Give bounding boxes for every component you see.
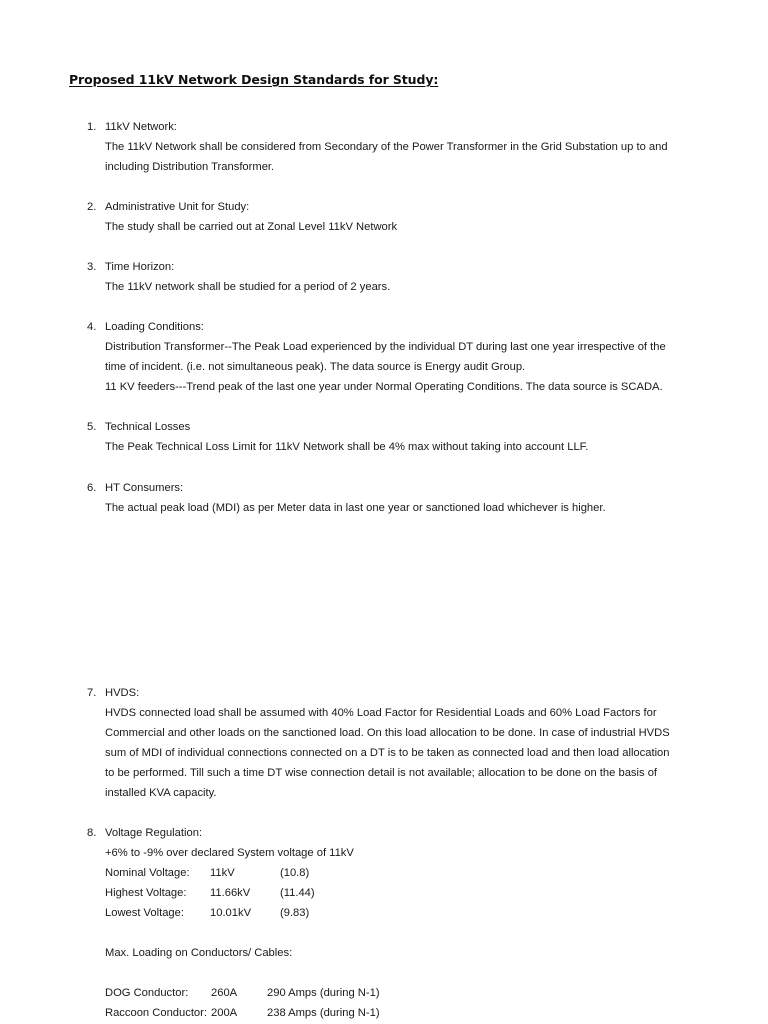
spacer [105,963,705,983]
item-text: The 11kV Network shall be considered from Secondary of the Power Transformer in the Grid Substation up to and [105,141,668,153]
voltage-label: Lowest Voltage: [105,907,184,919]
voltage-row [105,863,705,883]
item-number: 8. [87,827,97,839]
conductor-alt-value: 238 Amps (during N-1) [267,1007,380,1019]
item-number: 2. [87,201,97,213]
conductor-row [105,983,705,1003]
voltage-value: 11kV [210,867,235,879]
item-number: 4. [87,321,97,333]
voltage-alt-value: (10.8) [280,867,310,879]
voltage-alt-value: (9.83) [280,907,310,919]
item-text: to be performed. Till such a time DT wise connection detail is not available; allocation to be done on the basis of [105,767,658,779]
conductor-row [105,1003,705,1023]
item-number: 1. [87,121,97,133]
item-text: The Peak Technical Loss Limit for 11kV Network shall be 4% max without taking into account LLF. [105,441,589,453]
item-heading: Voltage Regulation: [105,827,203,839]
item-heading: Time Horizon: [105,261,175,273]
item-text: The 11kV network shall be studied for a period of 2 years. [105,281,391,293]
conductor-value: 200A [211,1007,238,1019]
voltage-value: 10.01kV [210,907,252,919]
item-heading: Loading Conditions: [105,321,204,333]
item-number: 5. [87,421,97,433]
item-heading: HVDS: [105,687,140,699]
item-heading: 11kV Network: [105,121,177,133]
item-text: +6% to -9% over declared System voltage of 11kV [105,847,354,859]
item-number: 7. [87,687,97,699]
voltage-value: 11.66kV [210,887,251,899]
item-text: The actual peak load (MDI) as per Meter data in last one year or sanctioned load whichever is higher. [105,502,606,514]
conductor-alt-value: 290 Amps (during N-1) [267,987,380,999]
item-text: including Distribution Transformer. [105,161,275,173]
item-text: sum of MDI of individual connections connected on a DT is to be taken as connected load and then load allocation [105,747,670,759]
item-number: 3. [87,261,97,273]
item-text: The study shall be carried out at Zonal Level 11kV Network [105,221,398,233]
item-number: 6. [87,482,97,494]
conductor-label: Raccoon Conductor: [105,1007,207,1019]
voltage-alt-value: (11.44) [280,887,315,899]
conductor-value: 260A [211,987,238,999]
conductor-label: DOG Conductor: [105,987,189,999]
item-text: time of incident. (i.e. not simultaneous peak). The data source is Energy audit Group. [105,361,526,373]
item-heading: Technical Losses [105,421,191,433]
voltage-label: Nominal Voltage: [105,867,190,879]
item-text: Distribution Transformer--The Peak Load experienced by the individual DT during last one year irrespective of the [105,341,666,353]
document-title: Proposed 11kV Network Design Standards for Study: [69,72,439,87]
item-text: installed KVA capacity. [105,787,217,799]
voltage-row [105,883,705,903]
spacer [105,923,705,943]
voltage-label: Highest Voltage: [105,887,187,899]
item-heading: HT Consumers: [105,482,184,494]
item-text: HVDS connected load shall be assumed with 40% Load Factor for Residential Loads and 60% Load Factors for [105,707,657,719]
voltage-row [105,903,705,923]
item-text: Commercial and other loads on the sanctioned load. On this load allocation to be done. In case of industrial HVDS [105,727,670,739]
item-heading: Administrative Unit for Study: [105,201,250,213]
item-text: 11 KV feeders---Trend peak of the last one year under Normal Operating Conditions. The data source is SCADA. [105,381,663,393]
conductor-heading: Max. Loading on Conductors/ Cables: [105,947,293,959]
